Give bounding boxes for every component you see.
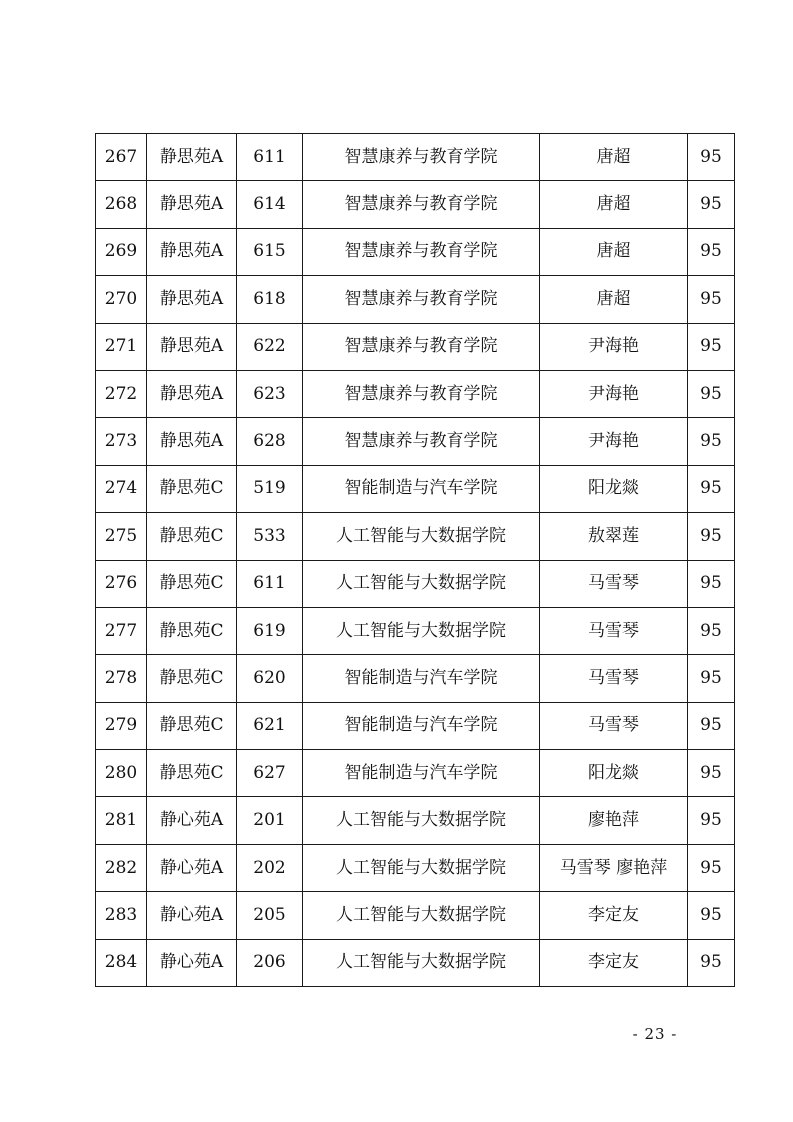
college-cell: 人工智能与大数据学院 [303,797,540,844]
score-cell: 95 [688,655,735,702]
row-number-cell: 284 [96,939,147,986]
building-cell: 静心苑A [147,797,237,844]
score-cell: 95 [688,276,735,323]
row-number-cell: 276 [96,560,147,607]
building-cell: 静思苑A [147,418,237,465]
table-row [96,844,735,891]
score-cell: 95 [688,892,735,939]
college-cell: 智慧康养与教育学院 [303,370,540,417]
building-cell: 静思苑A [147,228,237,275]
room-cell: 533 [237,513,303,560]
table-row [96,228,735,275]
counselor-cell: 尹海艳 [540,418,688,465]
table-row [96,418,735,465]
building-cell: 静心苑A [147,844,237,891]
college-cell: 人工智能与大数据学院 [303,513,540,560]
counselor-cell: 马雪琴 廖艳萍 [540,844,688,891]
counselor-cell: 李定友 [540,939,688,986]
building-cell: 静思苑A [147,323,237,370]
college-cell: 智能制造与汽车学院 [303,465,540,512]
dormitory-score-table [95,133,735,987]
college-cell: 人工智能与大数据学院 [303,607,540,654]
table-row [96,370,735,417]
score-cell: 95 [688,370,735,417]
score-cell: 95 [688,513,735,560]
counselor-cell: 马雪琴 [540,560,688,607]
counselor-cell: 马雪琴 [540,655,688,702]
row-number-cell: 282 [96,844,147,891]
table-row [96,134,735,181]
building-cell: 静思苑C [147,465,237,512]
score-cell: 95 [688,418,735,465]
table-row [96,655,735,702]
page-number: - 23 - [632,1025,678,1043]
college-cell: 智慧康养与教育学院 [303,418,540,465]
row-number-cell: 280 [96,750,147,797]
row-number-cell: 275 [96,513,147,560]
row-number-cell: 267 [96,134,147,181]
table-row [96,323,735,370]
college-cell: 人工智能与大数据学院 [303,939,540,986]
room-cell: 205 [237,892,303,939]
counselor-cell: 马雪琴 [540,607,688,654]
row-number-cell: 281 [96,797,147,844]
building-cell: 静思苑C [147,513,237,560]
counselor-cell: 唐超 [540,134,688,181]
row-number-cell: 273 [96,418,147,465]
score-cell: 95 [688,560,735,607]
counselor-cell: 唐超 [540,228,688,275]
table-row [96,750,735,797]
score-cell: 95 [688,797,735,844]
counselor-cell: 尹海艳 [540,370,688,417]
table-row [96,465,735,512]
college-cell: 智能制造与汽车学院 [303,702,540,749]
row-number-cell: 279 [96,702,147,749]
college-cell: 智能制造与汽车学院 [303,655,540,702]
building-cell: 静思苑A [147,181,237,228]
building-cell: 静思苑C [147,607,237,654]
table-row [96,939,735,986]
room-cell: 619 [237,607,303,654]
room-cell: 206 [237,939,303,986]
row-number-cell: 274 [96,465,147,512]
counselor-cell: 廖艳萍 [540,797,688,844]
room-cell: 620 [237,655,303,702]
room-cell: 618 [237,276,303,323]
score-cell: 95 [688,750,735,797]
score-cell: 95 [688,844,735,891]
score-cell: 95 [688,323,735,370]
table-row [96,513,735,560]
score-cell: 95 [688,465,735,512]
room-cell: 202 [237,844,303,891]
room-cell: 627 [237,750,303,797]
building-cell: 静思苑C [147,702,237,749]
building-cell: 静思苑C [147,655,237,702]
building-cell: 静思苑A [147,370,237,417]
counselor-cell: 马雪琴 [540,702,688,749]
college-cell: 人工智能与大数据学院 [303,560,540,607]
counselor-cell: 唐超 [540,276,688,323]
room-cell: 611 [237,134,303,181]
room-cell: 519 [237,465,303,512]
building-cell: 静心苑A [147,939,237,986]
table-row [96,607,735,654]
building-cell: 静思苑C [147,750,237,797]
room-cell: 628 [237,418,303,465]
counselor-cell: 阳龙燚 [540,750,688,797]
row-number-cell: 270 [96,276,147,323]
room-cell: 621 [237,702,303,749]
college-cell: 智能制造与汽车学院 [303,750,540,797]
building-cell: 静心苑A [147,892,237,939]
room-cell: 614 [237,181,303,228]
college-cell: 智慧康养与教育学院 [303,323,540,370]
room-cell: 201 [237,797,303,844]
college-cell: 智慧康养与教育学院 [303,134,540,181]
table-body [96,134,735,987]
score-cell: 95 [688,607,735,654]
college-cell: 人工智能与大数据学院 [303,844,540,891]
score-cell: 95 [688,228,735,275]
row-number-cell: 271 [96,323,147,370]
room-cell: 623 [237,370,303,417]
room-cell: 615 [237,228,303,275]
counselor-cell: 尹海艳 [540,323,688,370]
table-row [96,181,735,228]
table-row [96,892,735,939]
table-row [96,797,735,844]
row-number-cell: 272 [96,370,147,417]
college-cell: 智慧康养与教育学院 [303,276,540,323]
table-row [96,560,735,607]
row-number-cell: 283 [96,892,147,939]
score-cell: 95 [688,702,735,749]
row-number-cell: 268 [96,181,147,228]
building-cell: 静思苑A [147,134,237,181]
counselor-cell: 唐超 [540,181,688,228]
table-row [96,702,735,749]
counselor-cell: 李定友 [540,892,688,939]
college-cell: 智慧康养与教育学院 [303,181,540,228]
building-cell: 静思苑A [147,276,237,323]
score-cell: 95 [688,181,735,228]
score-cell: 95 [688,134,735,181]
counselor-cell: 敖翠莲 [540,513,688,560]
room-cell: 611 [237,560,303,607]
counselor-cell: 阳龙燚 [540,465,688,512]
college-cell: 人工智能与大数据学院 [303,892,540,939]
table-row [96,276,735,323]
college-cell: 智慧康养与教育学院 [303,228,540,275]
score-cell: 95 [688,939,735,986]
row-number-cell: 269 [96,228,147,275]
room-cell: 622 [237,323,303,370]
row-number-cell: 277 [96,607,147,654]
building-cell: 静思苑C [147,560,237,607]
row-number-cell: 278 [96,655,147,702]
